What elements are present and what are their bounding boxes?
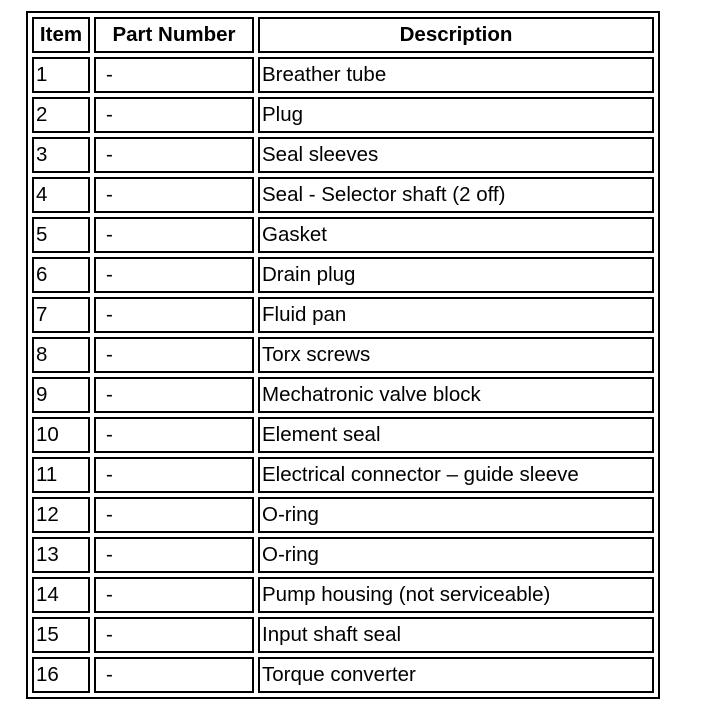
table-row <box>32 497 654 533</box>
table-row <box>32 297 654 333</box>
table-row <box>32 377 654 413</box>
header-item: Item <box>32 17 90 53</box>
description-cell: Torque converter <box>258 657 654 693</box>
parts-table-container <box>26 11 660 699</box>
part-number-cell: - <box>94 497 254 533</box>
part-number-cell: - <box>94 377 254 413</box>
part-number-cell: - <box>94 417 254 453</box>
part-number-cell: - <box>94 57 254 93</box>
part-number-cell: - <box>94 577 254 613</box>
part-number-cell: - <box>94 617 254 653</box>
header-part-number: Part Number <box>94 17 254 53</box>
table-header-row <box>32 17 654 53</box>
item-cell: 2 <box>32 97 90 133</box>
part-number-cell: - <box>94 657 254 693</box>
item-cell: 7 <box>32 297 90 333</box>
item-cell: 10 <box>32 417 90 453</box>
table-row <box>32 417 654 453</box>
table-row <box>32 257 654 293</box>
table-row <box>32 337 654 373</box>
table-row <box>32 57 654 93</box>
item-cell: 11 <box>32 457 90 493</box>
description-cell: Torx screws <box>258 337 654 373</box>
description-cell: Seal sleeves <box>258 137 654 173</box>
part-number-cell: - <box>94 457 254 493</box>
part-number-cell: - <box>94 537 254 573</box>
table-row <box>32 577 654 613</box>
description-cell: Input shaft seal <box>258 617 654 653</box>
parts-table <box>26 11 660 699</box>
header-description: Description <box>258 17 654 53</box>
item-cell: 15 <box>32 617 90 653</box>
part-number-cell: - <box>94 257 254 293</box>
description-cell: O-ring <box>258 497 654 533</box>
part-number-cell: - <box>94 97 254 133</box>
item-cell: 16 <box>32 657 90 693</box>
item-cell: 13 <box>32 537 90 573</box>
table-row <box>32 537 654 573</box>
table-row <box>32 457 654 493</box>
table-row <box>32 177 654 213</box>
description-cell: Fluid pan <box>258 297 654 333</box>
table-row <box>32 657 654 693</box>
part-number-cell: - <box>94 297 254 333</box>
item-cell: 8 <box>32 337 90 373</box>
part-number-cell: - <box>94 217 254 253</box>
item-cell: 4 <box>32 177 90 213</box>
description-cell: Drain plug <box>258 257 654 293</box>
item-cell: 9 <box>32 377 90 413</box>
item-cell: 12 <box>32 497 90 533</box>
description-cell: O-ring <box>258 537 654 573</box>
description-cell: Pump housing (not serviceable) <box>258 577 654 613</box>
item-cell: 1 <box>32 57 90 93</box>
part-number-cell: - <box>94 177 254 213</box>
table-row <box>32 97 654 133</box>
description-cell: Seal - Selector shaft (2 off) <box>258 177 654 213</box>
table-row <box>32 217 654 253</box>
description-cell: Gasket <box>258 217 654 253</box>
description-cell: Mechatronic valve block <box>258 377 654 413</box>
description-cell: Breather tube <box>258 57 654 93</box>
part-number-cell: - <box>94 337 254 373</box>
part-number-cell: - <box>94 137 254 173</box>
description-cell: Plug <box>258 97 654 133</box>
item-cell: 3 <box>32 137 90 173</box>
table-row <box>32 137 654 173</box>
description-cell: Electrical connector – guide sleeve <box>258 457 654 493</box>
item-cell: 5 <box>32 217 90 253</box>
description-cell: Element seal <box>258 417 654 453</box>
table-row <box>32 617 654 653</box>
item-cell: 14 <box>32 577 90 613</box>
item-cell: 6 <box>32 257 90 293</box>
table-body <box>32 57 654 693</box>
